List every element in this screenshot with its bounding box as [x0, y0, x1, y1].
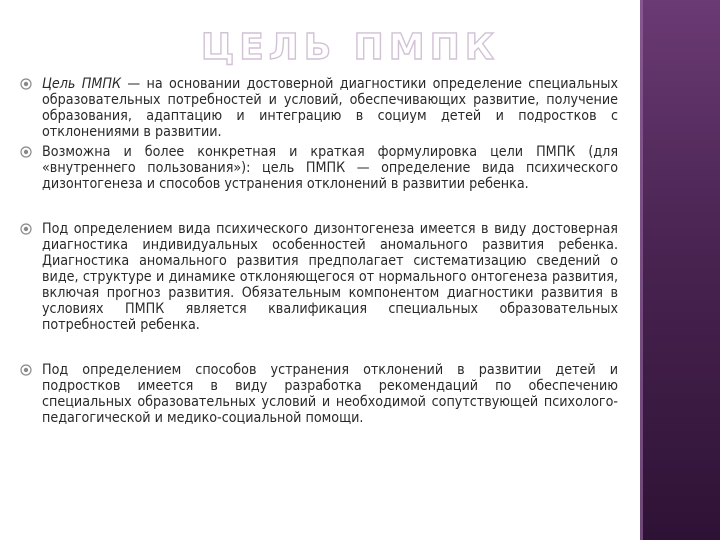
side-panel-edge: [640, 0, 643, 540]
bullet-body: — на основании достоверной диагностики определение специальных образовательных потребностей и условий, обеспечивающих развитие, получение образования, адаптацию и интеграцию в социум детей и подростков с отклонениями в развитии.: [42, 76, 618, 140]
bullet-lead: Цель ПМПК: [42, 76, 122, 92]
bullet-item-short-goal: [18, 144, 618, 192]
circled-dot-icon: [20, 78, 32, 90]
decorative-side-panel: [640, 0, 720, 540]
bullet-list: [18, 76, 618, 426]
circled-dot-icon: [20, 146, 32, 158]
bullet-text: [42, 76, 618, 140]
bullet-item-correction: [18, 362, 618, 426]
bullet-body: Под определением способов устранения отклонений в развитии детей и подростков имеется в виду разработка рекомендаций по обеспечению специальных образовательных условий и необходимой сопутствующей психолого-педагогической и медико-социальной помощи.: [42, 362, 618, 426]
bullet-body: Возможна и более конкретная и краткая формулировка цели ПМПК (для «внутреннего пользования»): цель ПМПК — определение вида психического дизонтогенеза и способов устранения отклонений в развитии ребенка.: [42, 144, 618, 192]
circled-dot-icon: [20, 223, 32, 235]
slide-title: ЦЕЛЬ ПМПК: [200, 27, 500, 68]
bullet-item-goal: [18, 76, 618, 140]
bullet-body: Под определением вида психического дизонтогенеза имеется в виду достоверная диагностика индивидуальных особенностей аномального развития ребенка. Диагностика аномального развития предполагает систематизацию сведений о виде, структуре и динамике отклоняющегося от нормального онтогенеза развития, включая прогноз развития. Обязательным компонентом диагностики развития в условиях ПМПК является квалификация специальных образовательных потребностей ребенка.: [42, 221, 618, 333]
bullet-item-dysontogenesis: [18, 221, 618, 333]
circled-dot-icon: [20, 364, 32, 376]
